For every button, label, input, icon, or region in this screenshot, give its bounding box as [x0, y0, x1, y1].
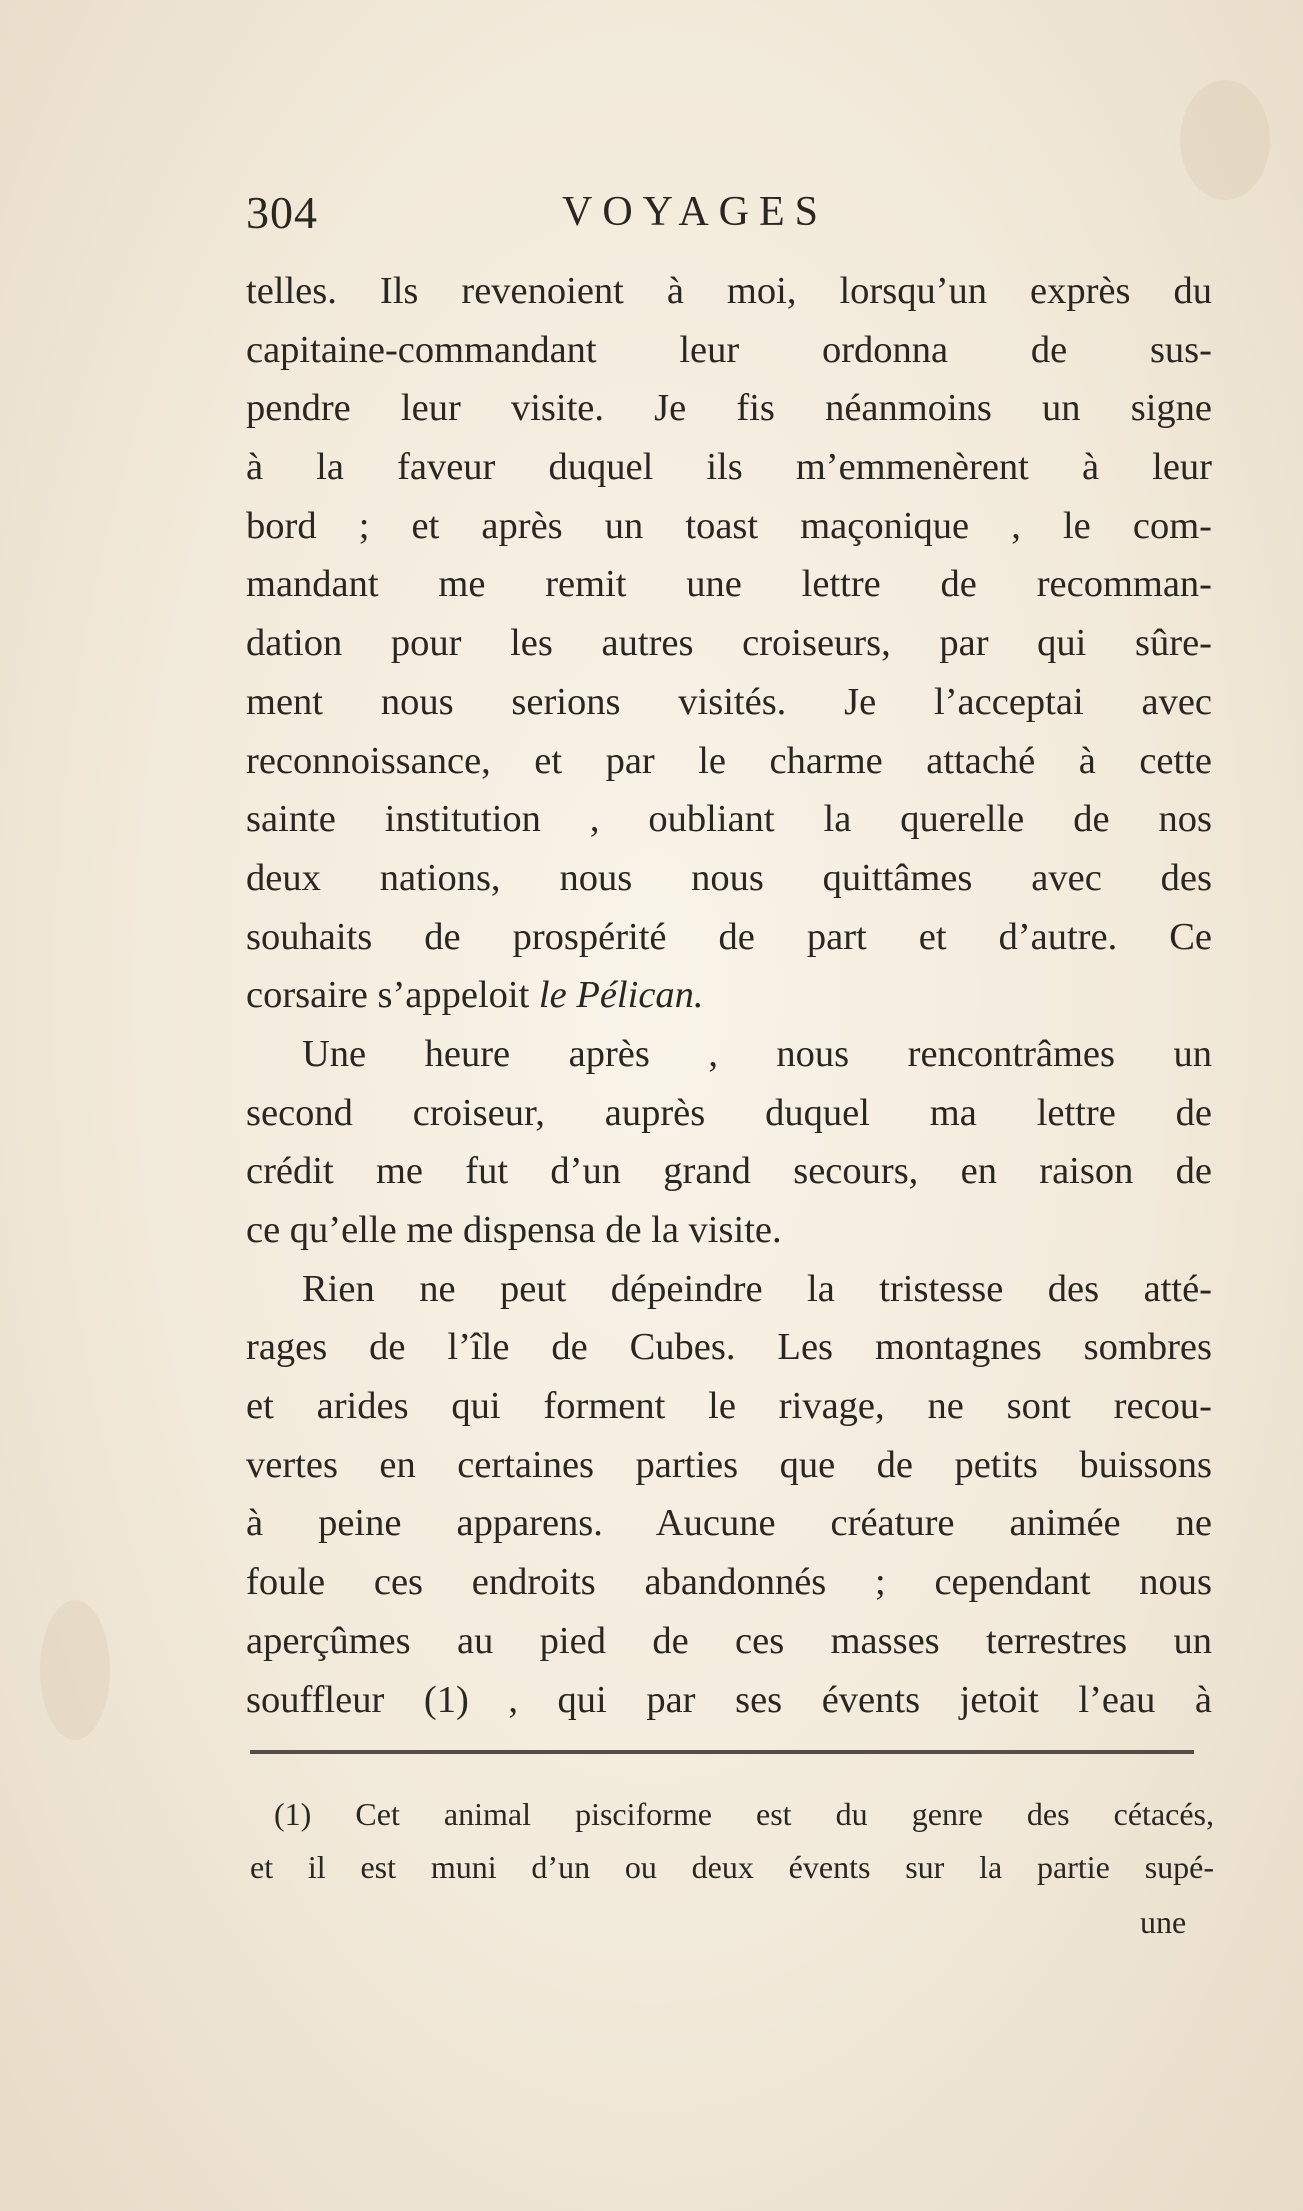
text-line: capitaine-commandant leur ordonna de sus- — [246, 328, 1212, 371]
text-line: Rien ne peut dépeindre la tristesse des atté- — [302, 1267, 1212, 1310]
text-line: telles. Ils revenoient à moi, lorsqu’un exprès du — [246, 270, 1212, 312]
text-line: dation pour les autres croiseurs, par qui sûre- — [246, 622, 1212, 665]
text-line: Une heure après , nous rencontrâmes un — [302, 1032, 1212, 1075]
text-fragment: corsaire s’appeloit — [246, 974, 539, 1017]
text-line: rages de l’île de Cubes. Les montagnes sombres — [246, 1326, 1212, 1369]
text-line: deux nations, nous nous quittâmes avec des — [246, 856, 1212, 899]
text-line — [246, 966, 1212, 1025]
text-line: second croiseur, auprès duquel ma lettre de — [246, 1091, 1212, 1134]
ship-name: le Pélican. — [538, 974, 704, 1017]
text-line: reconnoissance, et par le charme attaché à cette — [246, 739, 1212, 782]
footnote-line: et il est muni d’un ou deux évents sur la partie supé- — [250, 1849, 1214, 1885]
text-line: ment nous serions visités. Je l’acceptai avec — [246, 680, 1212, 723]
text-line: souhaits de prospérité de part et d’autre. Ce — [246, 915, 1212, 958]
text-line: aperçûmes au pied de ces masses terrestres un — [246, 1619, 1212, 1662]
footnote-line: (1) Cet animal pisciforme est du genre des cétacés, — [274, 1796, 1214, 1832]
paper-stain — [1180, 80, 1270, 200]
page-number: 304 — [246, 187, 318, 238]
footnote-divider — [250, 1750, 1194, 1754]
main-text — [246, 262, 1212, 1729]
paper-stain — [40, 1600, 110, 1740]
catchword: une — [1140, 1904, 1187, 1940]
text-line: souffleur (1) , qui par ses évents jetoit l’eau à — [246, 1678, 1212, 1721]
text-line: bord ; et après un toast maçonique , le com- — [246, 504, 1212, 547]
text-line: pendre leur visite. Je fis néanmoins un signe — [246, 387, 1212, 430]
text-line: foule ces endroits abandonnés ; cependant nous — [246, 1561, 1212, 1604]
text-line: crédit me fut d’un grand secours, en raison de — [246, 1150, 1212, 1193]
footnote — [250, 1788, 1214, 1894]
text-line: à la faveur duquel ils m’emmenèrent à leur — [246, 446, 1212, 489]
running-head: VOYAGES — [562, 189, 829, 235]
text-line: à peine apparens. Aucune créature animée ne — [246, 1502, 1212, 1545]
text-line: et arides qui forment le rivage, ne sont recou- — [246, 1385, 1212, 1428]
text-line: vertes en certaines parties que de petits buissons — [246, 1443, 1212, 1486]
text-line: ce qu’elle me dispensa de la visite. — [246, 1209, 782, 1251]
text-line: sainte institution , oubliant la querelle de nos — [246, 798, 1212, 841]
page-header — [246, 186, 1216, 246]
text-line: mandant me remit une lettre de recomman- — [246, 563, 1212, 606]
